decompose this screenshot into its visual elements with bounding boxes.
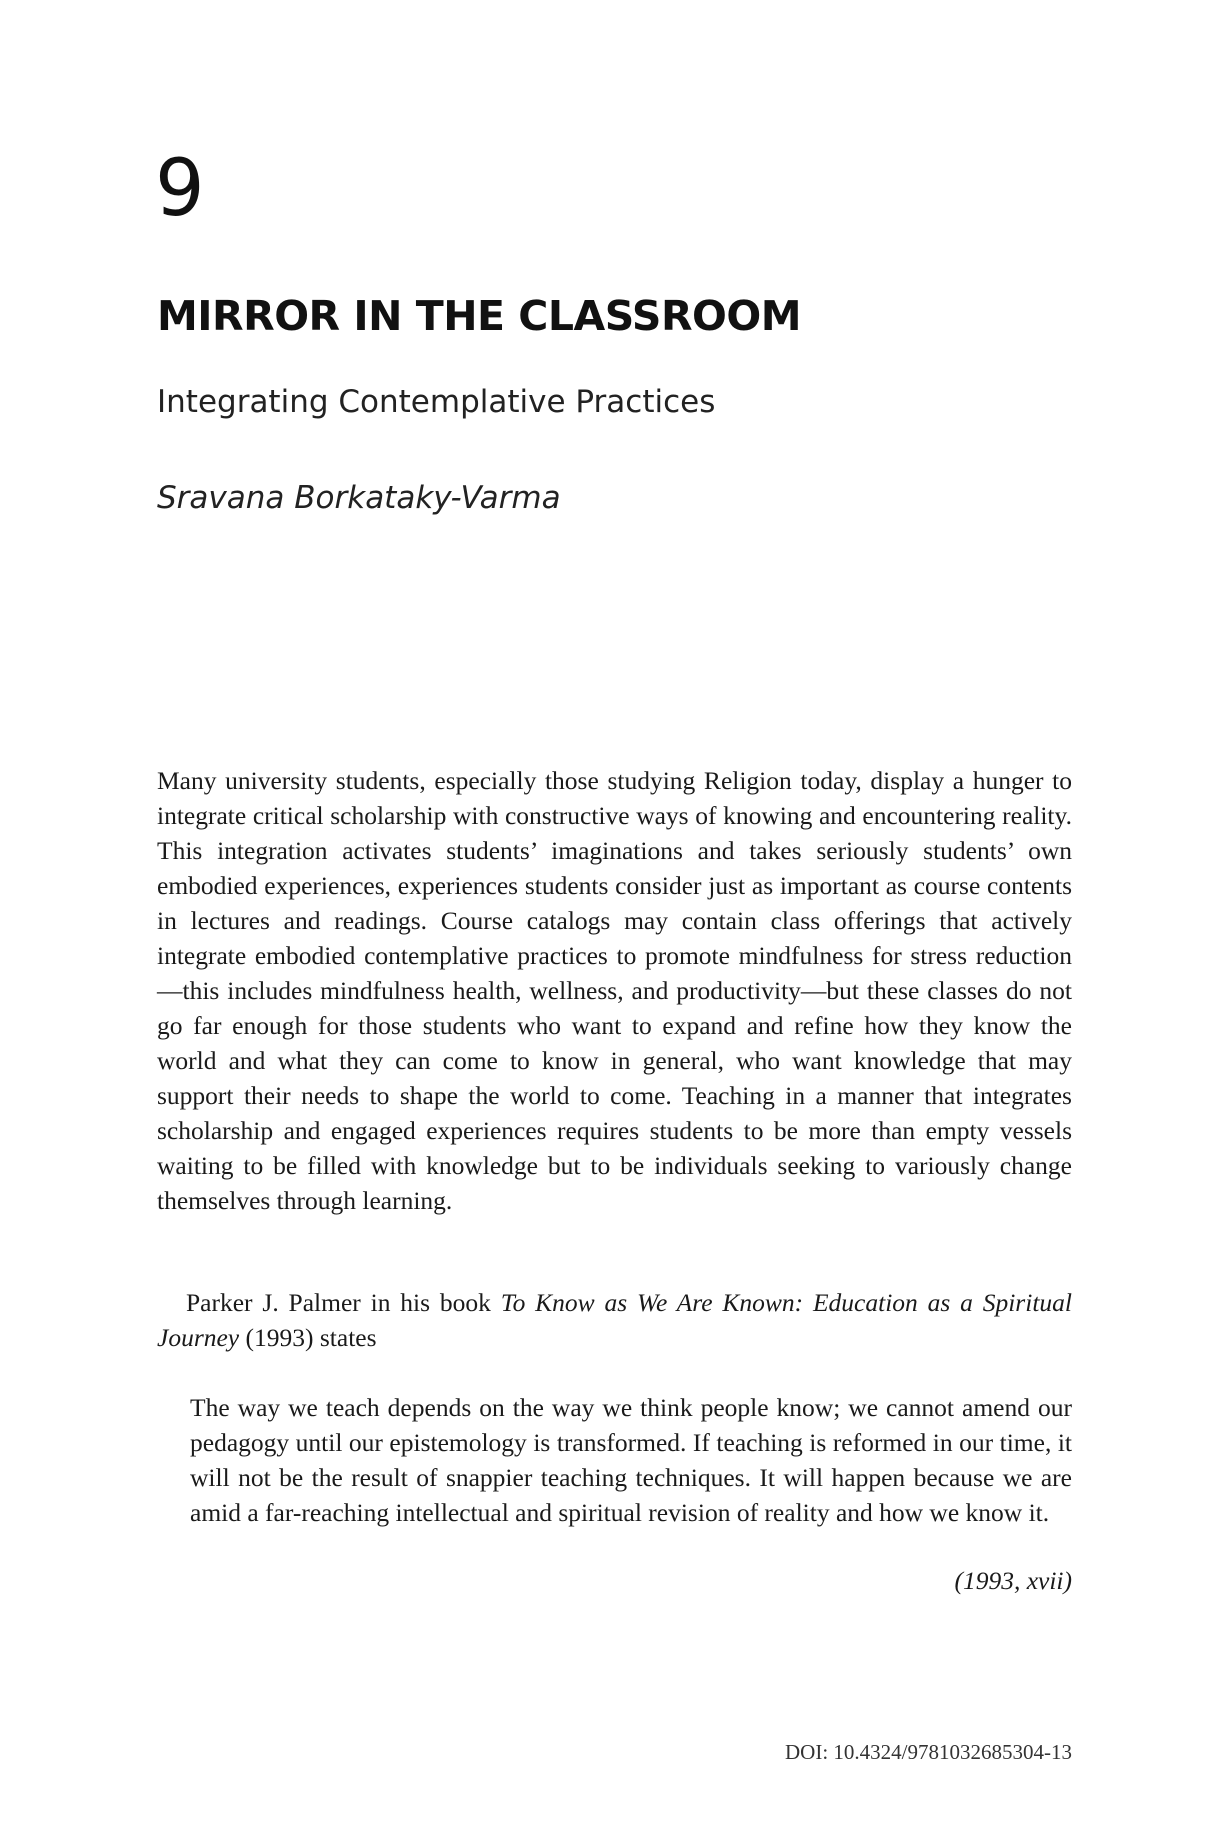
doi-footer: DOI: 10.4324/9781032685304-13	[785, 1740, 1072, 1764]
block-quote: The way we teach depends on the way we think people know; we cannot amend our pedagogy until our epistemology is transformed. If teaching is reformed in our time, it will not be the result of snappier teaching techniques. It will happen because we are amid a far-reaching intellectual and spiritual revision of reality and how we know it.	[190, 1393, 1072, 1527]
chapter-title: MIRROR IN THE CLASSROOM	[157, 292, 802, 340]
paragraph-2-tail: (1993) states	[239, 1323, 377, 1352]
paragraph-2-lead: Parker J. Palmer in his book	[186, 1288, 501, 1317]
body-paragraph-1: Many university students, especially those studying Religion today, display a hunger to integrate critical scholarship with constructive ways of knowing and encountering reality. This integration activates students’ imaginations and takes seriously students’ own embodied experiences, experiences students consider just as important as course contents in lectures and readings. Course catalogs may contain class offerings that actively integrate embodied contemplative practices to promote mindfulness for stress reduction—this includes mindfulness health, wellness, and productivity—but these classes do not go far enough for those students who want to expand and refine how they know the world and what they can come to know in general, who want knowledge that may support their needs to shape the world to come. Teaching in a manner that integrates scholarship and engaged experiences requires students to be more than empty vessels waiting to be filled with knowledge but to be individuals seeking to variously change themselves through learning.	[157, 766, 1072, 1215]
chapter-subtitle: Integrating Contemplative Practices	[157, 384, 716, 420]
body-paragraph-2	[157, 1285, 1072, 1355]
book-title: To Know as We Are Known: Education as a Spiritual Journey	[157, 1288, 1072, 1352]
chapter-number: 9	[155, 144, 205, 234]
chapter-author: Sravana Borkataky-Varma	[157, 480, 561, 516]
quote-citation: (1993, xvii)	[954, 1566, 1072, 1595]
